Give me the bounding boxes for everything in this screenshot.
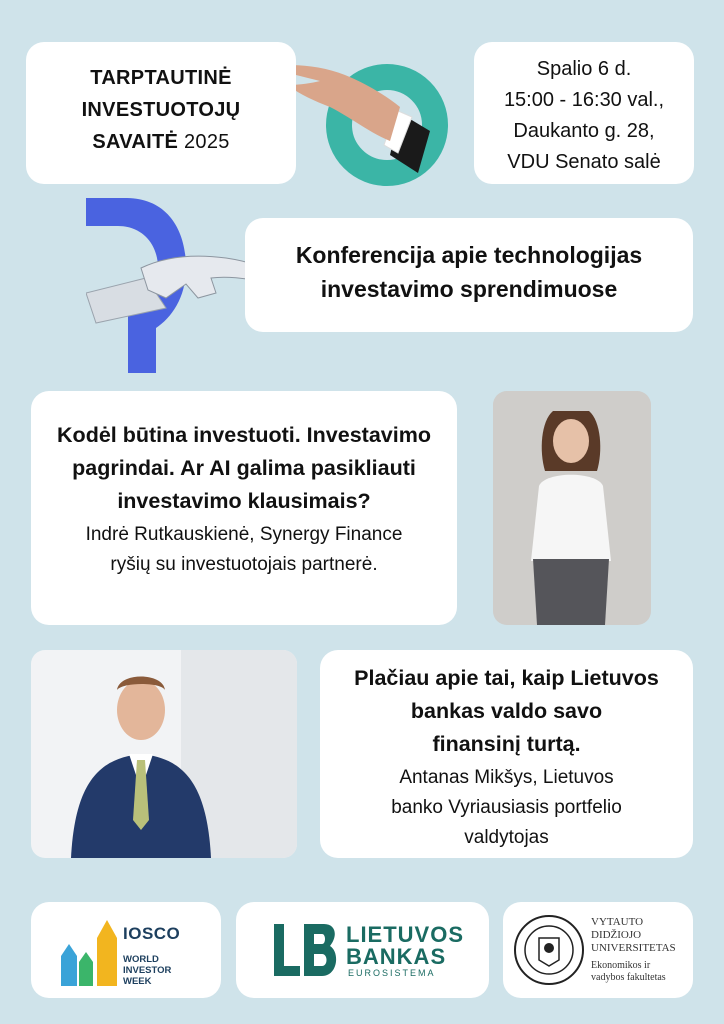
event-year: 2025 [183, 131, 230, 153]
talk-2-title-line-1: Plačiau apie tai, kaip Lietuvos [354, 666, 659, 690]
wiw-line-1: WORLD [123, 954, 159, 965]
vdu-line-1: VYTAUTO [591, 916, 644, 928]
lb-name [346, 924, 464, 968]
talk-2-speaker-line-3: valdytojas [464, 827, 549, 848]
wiw-pencils-icon [57, 916, 123, 986]
vdu-faculty-line-2: vadybos fakultetas [591, 972, 666, 983]
vdu-faculty-line-1: Ekonomikos ir [591, 960, 651, 971]
talk-2-speaker-line-1: Antanas Mikšys, Lietuvos [399, 767, 614, 788]
event-time: 15:00 - 16:30 val., [503, 89, 665, 111]
lietuvos-bankas-logo-card [236, 902, 489, 998]
conference-card [245, 218, 693, 332]
talk-1-title-line-2: pagrindai. Ar AI galima pasikliauti [72, 456, 416, 480]
lb-name-line-1: LIETUVOS [346, 922, 465, 947]
lb-monogram-icon [274, 924, 338, 976]
vdu-logo-card [503, 902, 693, 998]
conference-line-2: investavimo sprendimuose [320, 276, 618, 302]
vdu-seal-icon [513, 914, 585, 986]
event-address: Daukanto g. 28, [513, 120, 655, 142]
vdu-name [591, 916, 676, 955]
event-info-card [474, 42, 694, 184]
talk-2-title-line-3: finansinį turtą. [432, 732, 581, 756]
talk-1-title-line-3: investavimo klausimais? [117, 489, 371, 513]
conference-line-1: Konferencija apie technologijas [295, 242, 643, 268]
talk-1-speaker-line-1: Indrė Rutkauskienė, Synergy Finance [85, 524, 403, 545]
wiw-line-3: WEEK [123, 976, 152, 987]
talk-2-card [320, 650, 693, 858]
talk-2-speaker-line-2: banko Vyriausiasis portfelio [391, 797, 622, 818]
talk-1-title-line-1: Kodėl būtina investuoti. Investavimo [57, 423, 431, 447]
event-date: Spalio 6 d. [536, 58, 632, 80]
talk-2-title-line-2: bankas valdo savo [410, 699, 603, 723]
lb-name-line-2: BANKAS [346, 944, 447, 969]
talk-1-speaker-line-2: ryšių su investuotojais partnerė. [110, 554, 378, 575]
title-line-1: TARPTAUTINĖ [90, 67, 232, 89]
wiw-text [123, 954, 171, 987]
wiw-line-2: INVESTOR [123, 965, 172, 976]
lb-subtitle: EUROSISTEMA [348, 968, 436, 978]
vdu-faculty [591, 960, 666, 984]
iosco-wiw-logo-card [31, 902, 221, 998]
vdu-line-3: UNIVERSITETAS [591, 942, 676, 954]
vdu-line-2: DIDŽIOJO [591, 929, 642, 941]
event-room: VDU Senato salė [507, 151, 661, 173]
event-title-card [26, 42, 296, 184]
iosco-text: IOSCO [123, 924, 181, 943]
speaker-2-photo [31, 650, 297, 858]
title-line-3: SAVAITĖ [92, 131, 179, 153]
title-line-2: INVESTUOTOJŲ [81, 99, 241, 121]
speaker-1-photo [493, 391, 651, 625]
talk-1-card [31, 391, 457, 625]
